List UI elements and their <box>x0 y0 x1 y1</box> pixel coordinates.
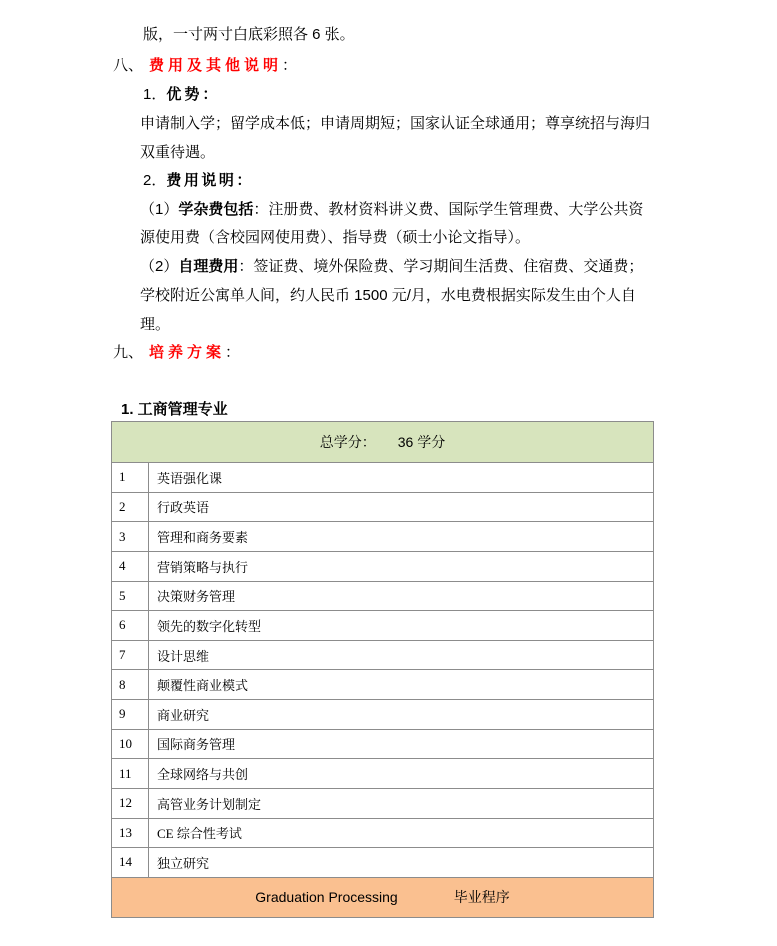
fees-number: 2． <box>143 172 167 189</box>
course-number: 9 <box>112 700 149 729</box>
fee-2-text: ：签证费、境外保险费、学习期间生活费、住宿费、交通费； <box>238 258 644 275</box>
fees-heading <box>143 170 254 192</box>
program-title-text: 1. 工商管理专业 <box>121 401 228 418</box>
table-row <box>112 522 653 552</box>
table-row <box>112 819 653 849</box>
table-row <box>112 730 653 760</box>
course-name: 商业研究 <box>157 707 210 723</box>
course-name: 全球网络与共创 <box>157 767 249 783</box>
course-name: 管理和商务要素 <box>157 530 249 546</box>
course-name: 独立研究 <box>157 855 210 871</box>
fee-1-label: 学杂费包括 <box>178 201 254 218</box>
fee-1-text: ：注册费、教材资料讲义费、国际学生管理费、大学公共资 <box>253 201 644 218</box>
fee-1-prefix: （1） <box>140 201 179 218</box>
course-name: 颠覆性商业模式 <box>157 678 249 694</box>
table-row <box>112 700 653 730</box>
section-8-title: 费用及其他说明 <box>149 57 283 74</box>
program-title <box>121 399 228 421</box>
fee-1-line-2 <box>140 227 530 249</box>
fee-2-text-2: 学校附近公寓单人间，约人民币 1500 元/月，水电费根据实际发生由个人自 <box>140 287 636 304</box>
course-number: 6 <box>112 611 149 640</box>
course-number: 14 <box>112 848 149 877</box>
course-number: 7 <box>112 641 149 670</box>
fee-2-label: 自理费用 <box>178 258 239 275</box>
section-9-title: 培养方案 <box>149 344 226 361</box>
fee-2-line-2 <box>140 285 636 307</box>
course-name: 领先的数字化转型 <box>157 618 262 634</box>
photo-requirement-line <box>143 24 355 46</box>
table-row <box>112 848 653 878</box>
course-name: 营销策略与执行 <box>157 559 249 575</box>
table-row <box>112 463 653 493</box>
course-name: 决策财务管理 <box>157 589 236 605</box>
course-number: 8 <box>112 670 149 699</box>
graduation-label-en: Graduation Processing <box>255 889 398 906</box>
advantage-text-2: 双重待遇。 <box>140 144 216 161</box>
course-number: 11 <box>112 759 149 788</box>
total-credits-value: 36 学分 <box>397 434 446 450</box>
table-row <box>112 493 653 523</box>
table-row <box>112 552 653 582</box>
section-9-heading <box>113 342 240 364</box>
course-name: 高管业务计划制定 <box>157 796 262 812</box>
section-9-number: 九、 <box>113 344 144 361</box>
advantage-text-1: 申请制入学；留学成本低；申请周期短；国家认证全球通用；尊享统招与海归 <box>140 115 651 132</box>
course-number: 1 <box>112 463 149 492</box>
fee-2-text-3: 理。 <box>140 316 171 333</box>
course-name: 英语强化课 <box>157 470 223 486</box>
graduation-footer <box>112 878 653 917</box>
table-row <box>112 611 653 641</box>
curriculum-table <box>111 421 654 918</box>
advantage-title: 优势： <box>166 86 221 103</box>
fee-1-text-2: 源使用费（含校园网使用费）、指导费（硕士小论文指导）。 <box>140 229 531 246</box>
section-8-colon: ： <box>282 57 298 74</box>
section-8-heading <box>113 55 297 77</box>
fee-2-prefix: （2） <box>140 258 179 275</box>
course-number: 10 <box>112 730 149 759</box>
fee-1-line-1 <box>140 199 643 221</box>
course-number: 12 <box>112 789 149 818</box>
course-name: 国际商务管理 <box>157 737 236 753</box>
total-credits-header <box>112 422 653 463</box>
table-row <box>112 789 653 819</box>
table-row <box>112 641 653 671</box>
course-number: 5 <box>112 582 149 611</box>
section-9-colon: ： <box>225 344 241 361</box>
advantage-line-1 <box>140 113 650 135</box>
course-number: 13 <box>112 819 149 848</box>
table-row <box>112 670 653 700</box>
advantage-heading <box>143 84 220 106</box>
fee-2-line-1 <box>140 256 643 278</box>
course-name: CE 综合性考试 <box>157 826 242 842</box>
advantage-number: 1． <box>143 86 167 103</box>
course-number: 4 <box>112 552 149 581</box>
course-name: 行政英语 <box>157 500 210 516</box>
section-8-number: 八、 <box>113 57 144 74</box>
course-name: 设计思维 <box>157 648 210 664</box>
fee-2-line-3 <box>140 314 170 336</box>
advantage-line-2 <box>140 142 215 164</box>
course-number: 3 <box>112 522 149 551</box>
table-row <box>112 759 653 789</box>
fees-title: 费用说明： <box>166 172 254 189</box>
total-credits-label: 总学分： <box>319 434 376 450</box>
table-row <box>112 582 653 612</box>
graduation-label-zh: 毕业程序 <box>453 889 510 906</box>
photo-requirement-text: 版，一寸两寸白底彩照各 6 张。 <box>143 26 355 43</box>
course-number: 2 <box>112 493 149 522</box>
